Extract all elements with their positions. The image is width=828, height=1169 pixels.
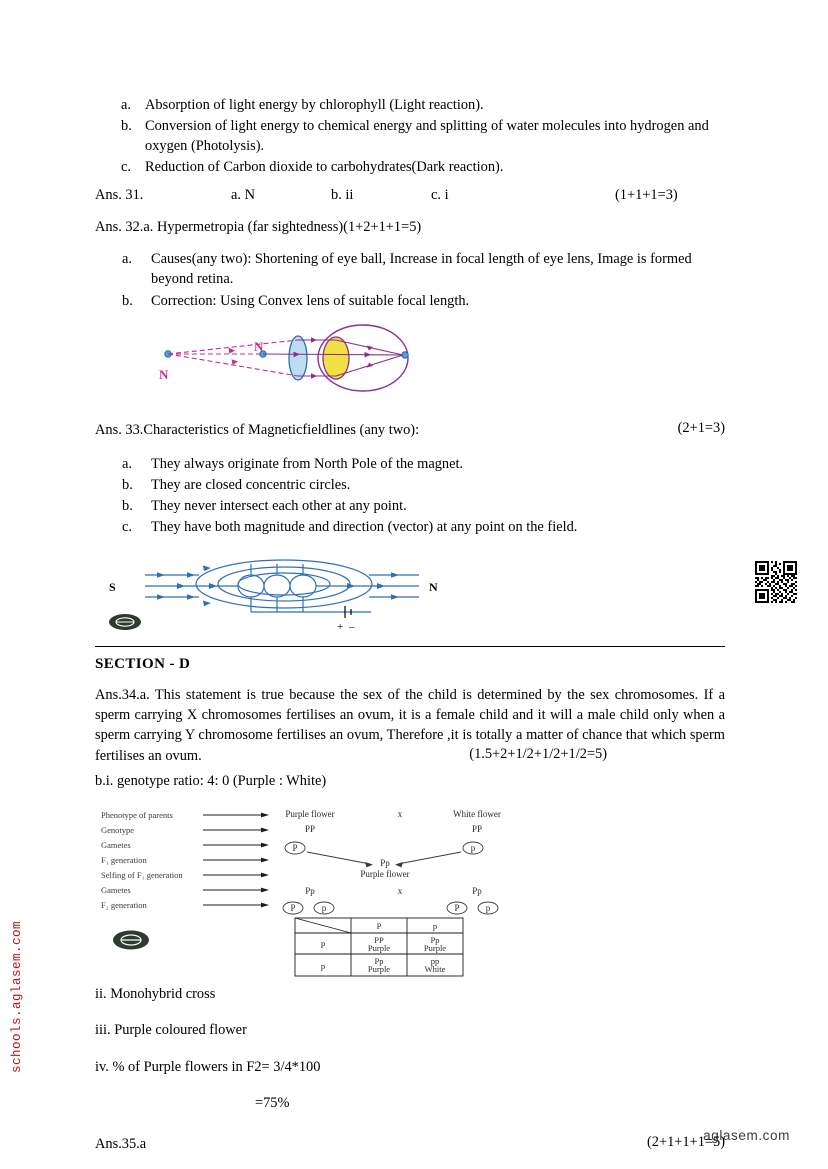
ans34-marks: (1.5+2+1/2+1/2+1/2=5) (469, 746, 607, 763)
svg-text:PP: PP (471, 823, 483, 834)
svg-text:Pp: Pp (430, 934, 440, 945)
ans34-paragraph: Ans.34.a. This statement is true because the sex of the child is determined by the sex chromosomes. If a sperm carrying X chromosomes fertilises an ovum, it is a female child and it will a male child only when a sperm carrying Y chromosome fertilises an ovum, Therefore ,it is totally a matter of chance that which sperm fertilises an ovum. (95, 686, 725, 764)
list-item (95, 497, 725, 517)
list-text: They never intersect each other at any point. (151, 497, 407, 514)
list-marker: a. (122, 456, 132, 473)
magnetic-field-lines-diagram (99, 550, 725, 632)
ans31-c: c. i (431, 186, 449, 203)
list-item (95, 250, 725, 290)
section-divider (95, 646, 725, 647)
list-marker: b. (122, 292, 133, 309)
svg-text:Purple: Purple (367, 963, 391, 974)
svg-text:+: + (337, 620, 344, 633)
list-text: Conversion of light energy to chemical energy and splitting of water molecules into hydrogen and oxygen (Photolysis). (145, 117, 709, 154)
svg-text:P: P (320, 939, 326, 950)
svg-text:Purple flower: Purple flower (360, 868, 410, 879)
document-body (95, 96, 725, 1154)
side-watermark: schools.aglasem.com (10, 920, 24, 1073)
svg-text:Pp: Pp (305, 885, 315, 896)
list-item (95, 476, 725, 496)
svg-text:P: P (454, 902, 460, 913)
list-item (95, 158, 725, 178)
svg-text:F₂ generation: F₂ generation (101, 899, 147, 910)
svg-text:Phenotype of parents: Phenotype of parents (101, 809, 173, 820)
photosynthesis-steps-list (95, 96, 725, 178)
list-marker: a. (122, 250, 132, 267)
svg-text:F₁ generation: F₁ generation (101, 854, 147, 865)
svg-text:P: P (376, 920, 382, 931)
ans31-b: b. ii (331, 186, 354, 203)
ans33-heading-row (95, 420, 725, 440)
svg-text:S: S (109, 579, 116, 594)
ans34-answer-iv: iv. % of Purple flowers in F2= 3/4*100 (95, 1058, 321, 1075)
ans32-heading: Ans. 32.a. Hypermetropia (far sightedness)(1+2+1+1=5) (95, 218, 422, 235)
ans31-a: a. N (231, 186, 255, 203)
svg-text:Pp: Pp (472, 885, 482, 896)
ans35-marks: (2+1+1+1=5) (646, 1133, 725, 1150)
section-d-title: SECTION - D (95, 655, 191, 672)
svg-text:p: p (485, 902, 491, 913)
ans31-label: Ans. 31. (95, 186, 144, 203)
list-marker: b. (122, 476, 133, 493)
svg-text:Purple flower: Purple flower (285, 808, 335, 819)
svg-text:p: p (320, 960, 326, 971)
list-marker: b. (122, 497, 133, 514)
list-marker: c. (122, 518, 132, 535)
svg-text:p: p (432, 920, 438, 931)
svg-text:Gametes: Gametes (101, 884, 131, 895)
ans34-answer-ii: ii. Monohybrid cross (95, 985, 216, 1002)
ans35-text: Ans.35.a (95, 1135, 147, 1152)
ans34-answer-result: =75% (255, 1095, 290, 1112)
svg-text:x: x (397, 808, 403, 819)
list-item (95, 518, 725, 538)
svg-text:Pp: Pp (374, 955, 384, 966)
svg-text:N: N (429, 579, 438, 594)
list-text: Causes(any two): Shortening of eye ball, Increase in focal length of eye lens, Image is formed beyond retina. (151, 250, 692, 287)
ans35-row (95, 1134, 725, 1154)
svg-text:Pp: Pp (380, 857, 390, 868)
ans31-marks: (1+1+1=3) (615, 186, 678, 203)
svg-text:pp: pp (430, 955, 440, 966)
list-marker: b. (121, 117, 132, 134)
list-text: They are closed concentric circles. (151, 476, 351, 493)
svg-text:PP: PP (304, 823, 316, 834)
svg-text:x: x (397, 885, 403, 896)
list-item (95, 292, 725, 312)
svg-text:White flower: White flower (453, 808, 501, 819)
svg-text:N: N (159, 366, 169, 382)
list-marker: a. (121, 97, 131, 113)
ans32-list (95, 250, 725, 312)
svg-text:Gametes: Gametes (101, 839, 131, 850)
svg-text:Genotype: Genotype (101, 824, 135, 835)
ans34-answer-iii: iii. Purple coloured flower (95, 1022, 247, 1039)
svg-text:P: P (292, 842, 298, 853)
svg-text:Purple: Purple (367, 942, 391, 953)
list-text: They have both magnitude and direction (vector) at any point on the field. (151, 518, 578, 535)
list-text: Reduction of Carbon dioxide to carbohydrates(Dark reaction). (145, 158, 504, 175)
svg-text:Purple: Purple (423, 942, 447, 953)
list-marker: c. (121, 158, 131, 175)
list-item (95, 117, 725, 157)
ans33-heading: Ans. 33.Characteristics of Magneticfieldlines (any two): (95, 421, 420, 438)
list-text: They always originate from North Pole of the magnet. (151, 456, 464, 473)
list-item (95, 455, 725, 475)
qr-code (755, 561, 797, 603)
monohybrid-cross-diagram (95, 806, 725, 974)
ans33-marks: (2+1=3) (677, 419, 725, 436)
svg-text:N: N (254, 338, 264, 354)
svg-text:–: – (349, 620, 355, 633)
svg-text:p: p (470, 842, 476, 853)
logo-mark (113, 930, 149, 949)
ans34-line-b: b.i. genotype ratio: 4: 0 (Purple : White) (95, 773, 327, 790)
svg-text:p: p (321, 902, 327, 913)
svg-text:P: P (290, 902, 296, 913)
list-text: Absorption of light energy by chlorophyll (Light reaction). (145, 97, 484, 113)
svg-text:PP: PP (374, 934, 384, 945)
hypermetropia-ray-diagram (135, 322, 725, 396)
ans31-row (95, 187, 725, 204)
logo-mark (109, 614, 141, 630)
svg-text:White: White (424, 963, 446, 974)
list-text: Correction: Using Convex lens of suitable focal length. (151, 292, 470, 309)
ans33-list (95, 455, 725, 538)
svg-text:Selfing of F₁ generation: Selfing of F₁ generation (101, 869, 183, 880)
footer-brand: aglasem.com (703, 1128, 790, 1143)
list-item (95, 96, 725, 116)
